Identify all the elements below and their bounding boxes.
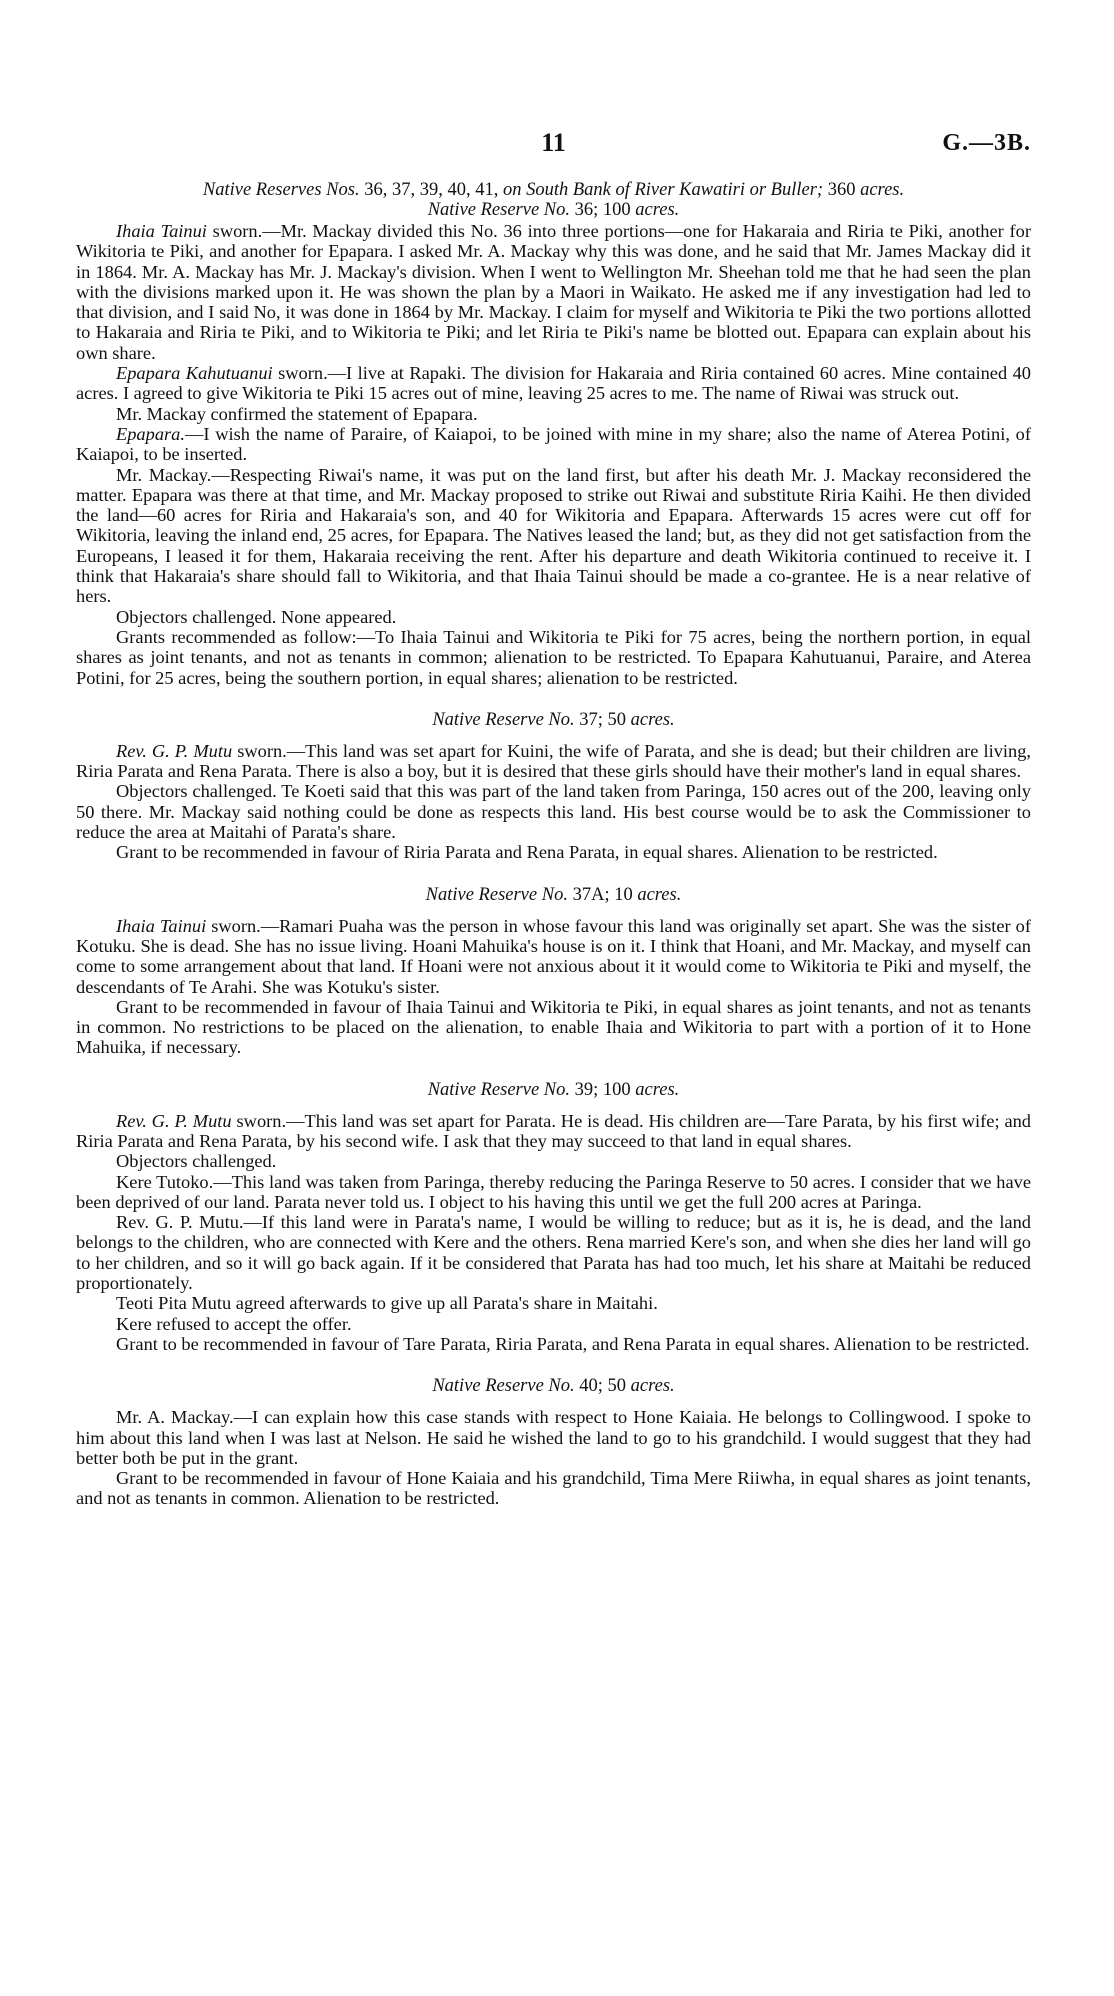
section-title-unit: acres. xyxy=(635,200,680,220)
paragraph-text: sworn.—This land was set apart for Kuini, the wife of Parata, and she is dead; but their children are living, Riria Parata and Rena Parata. There is also a boy, but it is desired that these girls should have their mother's land in equal shares. xyxy=(76,740,1031,782)
speaker-name: Rev. G. P. Mutu xyxy=(116,740,233,761)
paragraph: Grant to be recommended in favour of Ihaia Tainui and Wikitoria te Piki, in equal shares as joint tenants, and not as tenants in common. No restrictions to be placed on the alienation, to enable Ihaia and Wikitoria to part with a portion of it to Hone Mahuika, if necessary. xyxy=(76,996,1031,1058)
main-title-unit: acres. xyxy=(860,180,905,200)
section-title-40 xyxy=(76,1376,1031,1397)
section-title-prefix: Native Reserve No. xyxy=(432,1376,575,1397)
section-title-prefix: Native Reserve No. xyxy=(432,709,575,730)
speaker-name: Ihaia Tainui xyxy=(116,915,207,936)
section-title-unit: acres. xyxy=(637,884,682,905)
main-title-prefix: Native Reserves Nos. xyxy=(202,180,360,200)
section-title-37a xyxy=(76,885,1031,906)
section-title-number: 37A; 10 xyxy=(567,884,638,905)
paragraph-text: sworn.—Ramari Puaha was the person in whose favour this land was originally set apart. She was the sister of Kotuku. She is dead. She has no issue living. Hoani Mahuika's house is on it. I think that Hoani, and Mr. Mackay, and myself can come to some arrangement about that land. If Hoani were not anxious about it it would come to Wikitoria te Piki and myself, the descendants of Te Arahi. She was Kotuku's sister. xyxy=(76,915,1031,997)
paragraph xyxy=(76,1111,1031,1152)
section-title-number: 37; 50 xyxy=(574,709,631,730)
section-title-unit: acres. xyxy=(630,1376,675,1397)
main-title-location: on South Bank of River Kawatiri or Buller; xyxy=(502,180,824,200)
paragraph-text: sworn.—I live at Rapaki. The division for Hakaraia and Riria contained 60 acres. Mine contained 40 acres. I agreed to give Wikitoria te Piki 15 acres out of mine, leaving 25 acres to me. The name of Riwai was struck out. xyxy=(76,363,1031,404)
paragraph: Mr. A. Mackay.—I can explain how this case stands with respect to Hone Kaiaia. He belongs to Collingwood. I spoke to him about this land when I was last at Nelson. He said he wished the land to go to his grandchild. I would suggest that they had better both be put in the grant. xyxy=(76,1407,1031,1468)
paragraph: Objectors challenged. Te Koeti said that this was part of the land taken from Paringa, 150 acres out of the 200, leaving only 50 there. Mr. Mackay said nothing could be done as respects this land. His best course would be to ask the Commissioner to reduce the area at Maitahi of Parata's share. xyxy=(76,781,1031,843)
section-title-unit: acres. xyxy=(630,709,675,730)
paragraph xyxy=(76,424,1031,465)
main-title-numbers: 36, 37, 39, 40, 41, xyxy=(359,180,503,200)
speaker-name: Epapara. xyxy=(116,423,185,444)
section-title-prefix: Native Reserve No. xyxy=(427,1079,571,1100)
section-title-number: 40; 50 xyxy=(574,1376,631,1397)
paragraph xyxy=(76,221,1031,363)
paragraph-text: —I wish the name of Paraire, of Kaiapoi, to be joined with mine in my share; also the name of Aterea Potini, of Kaiapoi, to be inserted. xyxy=(76,423,1031,465)
speaker-name: Epapara Kahutuanui xyxy=(116,363,273,384)
speaker-name: Rev. G. P. Mutu xyxy=(116,1110,232,1131)
paragraph xyxy=(76,916,1031,997)
paragraph-text: sworn.—This land was set apart for Parata. He is dead. His children are—Tare Parata, by his first wife; and Riria Parata and Rena Parata, by his second wife. I ask that they may succeed to that land in equal shares. xyxy=(76,1110,1032,1151)
main-title xyxy=(76,180,1031,200)
section-title-prefix: Native Reserve No. xyxy=(425,884,568,905)
paragraph: Grant to be recommended in favour of Tare Parata, Riria Parata, and Rena Parata in equal shares. Alienation to be restricted. xyxy=(116,1333,1030,1354)
paragraph xyxy=(76,363,1031,404)
section-title-36 xyxy=(76,200,1031,221)
paragraph: Teoti Pita Mutu agreed afterwards to give up all Parata's share in Maitahi. xyxy=(116,1293,658,1314)
section-title-number: 39; 100 xyxy=(570,1079,636,1100)
paragraph: Grants recommended as follow:—To Ihaia Tainui and Wikitoria te Piki for 75 acres, being the northern portion, in equal shares as joint tenants, and not as tenants in common; alienation to be restricted. To Epapara Kahutuanui, Paraire, and Aterea Potini, for 25 acres, being the southern portion, in equal shares; alienation to be restricted. xyxy=(76,626,1031,688)
paragraph: Rev. G. P. Mutu.—If this land were in Parata's name, I would be willing to reduce; but as it is, he is dead, and the land belongs to the children, who are connected with Kere and the others. Rena married Kere's son, and when she dies her land will go to her children, and so it will go back again. If it be considered that Parata has had too much, let his share at Maitahi be reduced proportionately. xyxy=(76,1212,1031,1294)
paragraph: Objectors challenged. xyxy=(116,1151,277,1172)
paragraph xyxy=(76,741,1031,782)
paragraph-text: sworn.—Mr. Mackay divided this No. 36 into three portions—one for Hakaraia and Riria te Piki, another for Wikitoria te Piki, and another for Epapara. I asked Mr. A. Mackay why this was done, and he said that Mr. James Mackay did it in 1864. Mr. A. Mackay has Mr. J. Mackay's division. When I went to Wellington Mr. Sheehan told me that he had seen the plan with the divisions marked upon it. He was shown the plan by a Maori in Waikato. He asked me if any investigation had led to that division, and I said No, it was done in 1864 by Mr. Mackay. I claim for myself and Wikitoria te Piki the two portions allotted to Hakaraia and Riria te Piki, and to Wikitoria te Piki; and let Riria te Piki's name be blotted out. Epapara can explain about his own share. xyxy=(76,221,1031,363)
document-code: G.—3B. xyxy=(942,130,1031,156)
paragraph: Mr. Mackay.—Respecting Riwai's name, it was put on the land first, but after his death Mr. J. Mackay reconsidered the matter. Epapara was there at that time, and Mr. Mackay proposed to strike out Riwai and substitute Riria Kaihi. He then divided the land—60 acres for Riria and Hakaraia's son, and 40 for Wikitoria and Epapara. Afterwards 15 acres were cut off for Wikitoria, leaving the inland end, 25 acres, for Epapara. The Natives leased the land; but, as they did not get satisfaction from the Europeans, I leased it for them, Hakaraia receiving the rent. After his departure and death Wikitoria continued to receive it. I think that Hakaraia's share should fall to Wikitoria, and that Ihaia Tainui should be made a co-grantee. He is a near relative of hers. xyxy=(76,464,1031,607)
main-title-area: 360 xyxy=(823,180,861,200)
page-number: 11 xyxy=(541,128,566,157)
section-title-unit: acres. xyxy=(635,1079,680,1100)
paragraph: Kere refused to accept the offer. xyxy=(116,1313,352,1334)
paragraph: Kere Tutoko.—This land was taken from Paringa, thereby reducing the Paringa Reserve to 50 acres. I consider that we have been deprived of our land. Parata never told us. I object to his having this until we get the full 200 acres at Paringa. xyxy=(76,1171,1031,1212)
section-title-prefix: Native Reserve No. xyxy=(427,200,571,220)
section-title-37 xyxy=(76,710,1031,731)
paragraph: Grant to be recommended in favour of Hone Kaiaia and his grandchild, Tima Mere Riiwha, in equal shares as joint tenants, and not as tenants in common. Alienation to be restricted. xyxy=(76,1468,1031,1509)
section-title-39 xyxy=(76,1080,1031,1101)
paragraph: Objectors challenged. None appeared. xyxy=(116,606,397,627)
section-title-number: 36; 100 xyxy=(570,200,636,220)
page-header xyxy=(76,128,1031,168)
paragraph: Grant to be recommended in favour of Riria Parata and Rena Parata, in equal shares. Alienation to be restricted. xyxy=(116,842,938,863)
paragraph: Mr. Mackay confirmed the statement of Epapara. xyxy=(116,403,478,424)
document-page xyxy=(76,128,1031,1509)
speaker-name: Ihaia Tainui xyxy=(116,221,207,241)
